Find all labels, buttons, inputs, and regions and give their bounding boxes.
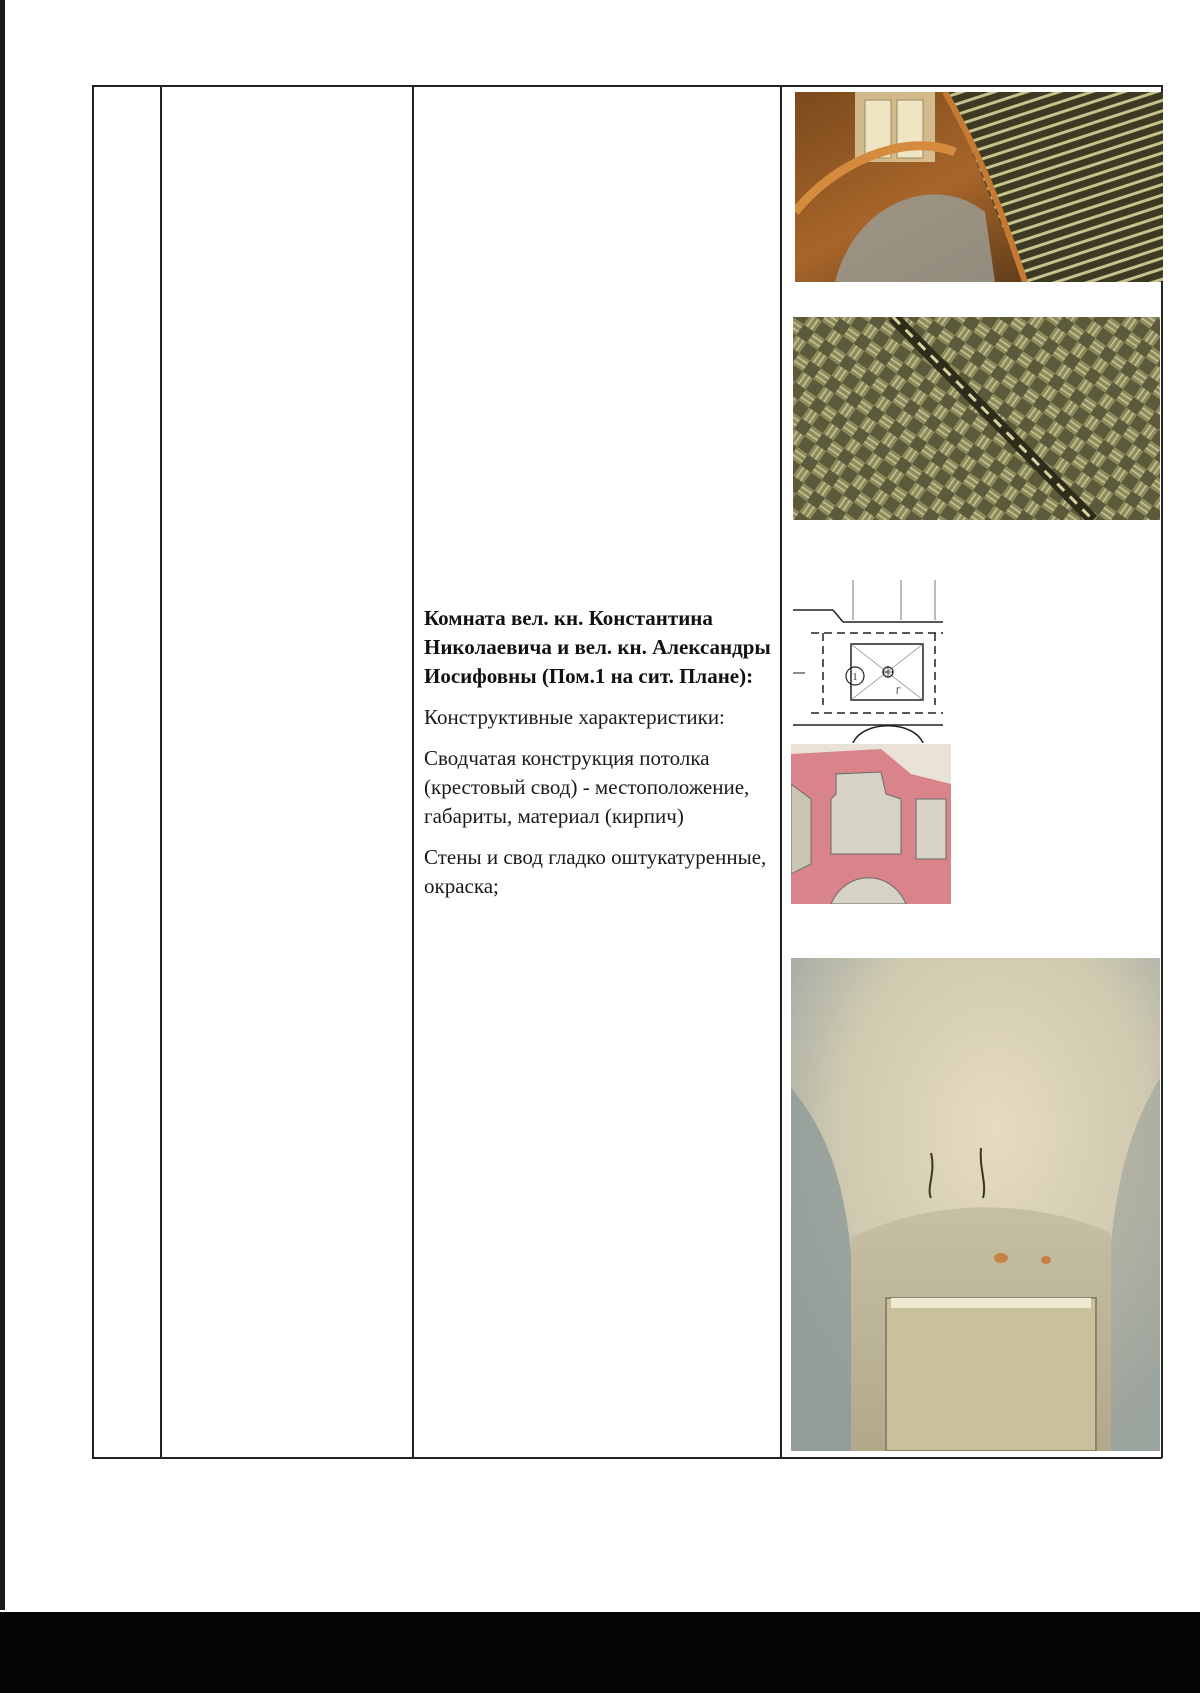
paragraph-vault: Сводчатая конструкция потолка (крестовый свод) - местоположение, габариты, материал (кирпич) [424,746,750,828]
table-right-border [1161,85,1163,1458]
staircase-photo [795,92,1163,282]
column-divider-3 [780,85,782,1458]
vaulted-room-photo [791,958,1160,1451]
floor-plan-drawing [793,580,951,743]
plan-room-number: 1 [852,672,858,683]
scan-bottom-edge [0,1612,1200,1693]
column-divider-2 [412,85,414,1458]
description-cell [424,604,774,913]
plan-label: Г [896,686,901,696]
name-column-cell [162,87,412,1455]
number-column-cell [92,87,160,1455]
room-heading: Комната вел. кн. Константина Николаевича и вел. кн. Александры Иосифовны (Пом.1 на сит. Плане): [424,606,771,688]
paragraph-walls: Стены и свод гладко оштукатуренные, окраска; [424,845,767,898]
colored-plan-fragment [791,744,951,904]
table-bottom-border [92,1457,1162,1459]
scan-left-edge [0,0,5,1610]
paragraph-structural: Конструктивные характеристики: [424,705,725,729]
carpet-photo [793,317,1160,520]
